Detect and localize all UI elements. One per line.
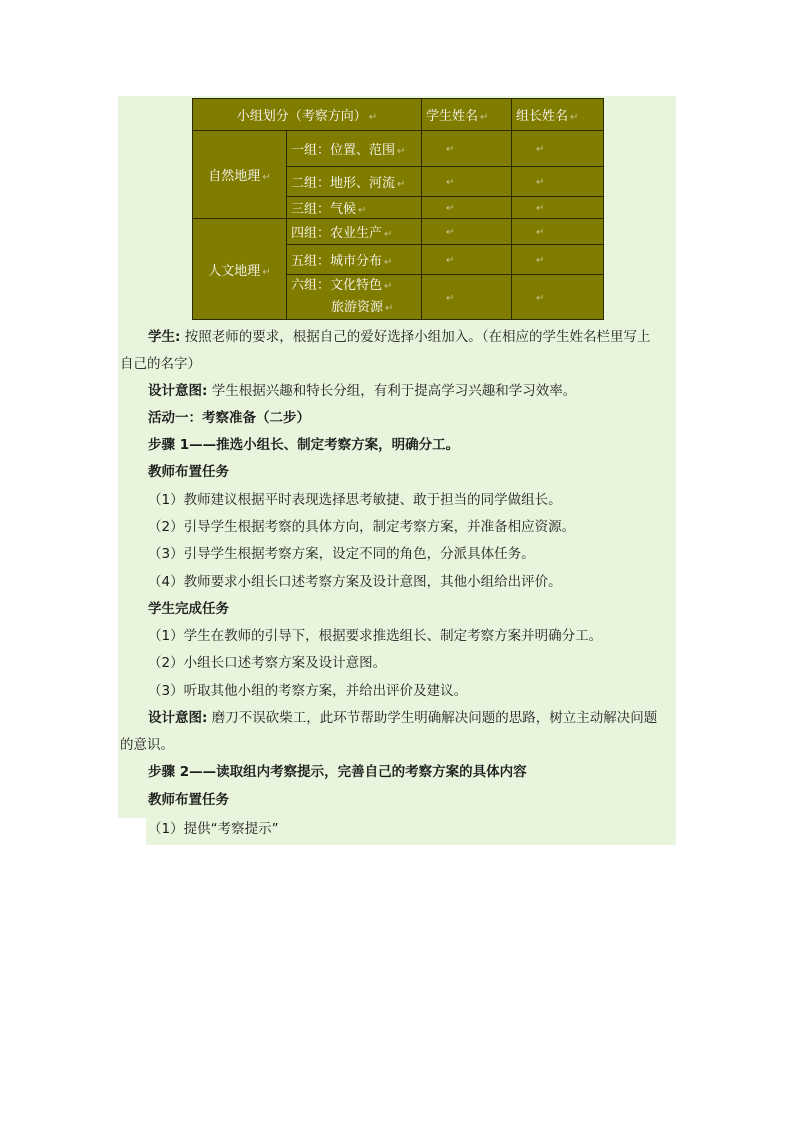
group-cell: 二组：地形、河流 ↵ xyxy=(287,167,422,197)
student-name-cell[interactable]: ↵ xyxy=(422,245,512,275)
group-cell: 五组：城市分布 ↵ xyxy=(287,245,422,275)
teacher-task-heading: 教师布置任务 xyxy=(148,464,229,480)
student-paragraph-cont: 自己的名字） xyxy=(120,356,201,372)
category-physical-geography: 自然地理 ↵ xyxy=(193,131,287,219)
header-leader-name: 组长姓名 ↵ xyxy=(512,99,604,131)
student-name-cell[interactable]: ↵ xyxy=(422,197,512,219)
student-name-cell[interactable]: ↵ xyxy=(422,275,512,320)
list-item: （2）小组长口述考察方案及设计意图。 xyxy=(148,655,387,671)
student-name-cell[interactable]: ↵ xyxy=(422,167,512,197)
table-row xyxy=(193,131,604,167)
teacher-task-heading-2: 教师布置任务 xyxy=(148,792,229,808)
list-item: （1）提供“考察提示” xyxy=(148,821,279,837)
activity-one-heading: 活动一：考察准备（二步） xyxy=(148,410,310,426)
group-cell: 一组：位置、范围 ↵ xyxy=(287,131,422,167)
list-item: （3）引导学生根据考察方案，设定不同的角色，分派具体任务。 xyxy=(148,546,535,562)
leader-name-cell[interactable]: ↵ xyxy=(512,131,604,167)
student-name-cell[interactable]: ↵ xyxy=(422,131,512,167)
group-cell: 四组：农业生产 ↵ xyxy=(287,219,422,245)
group-division-table xyxy=(192,98,604,320)
leader-name-cell[interactable]: ↵ xyxy=(512,275,604,320)
list-item: （3）听取其他小组的考察方案，并给出评价及建议。 xyxy=(148,683,468,699)
student-name-cell[interactable]: ↵ xyxy=(422,219,512,245)
list-item: （1）教师建议根据平时表现选择思考敏捷、敢于担当的同学做组长。 xyxy=(148,492,562,508)
leader-name-cell[interactable]: ↵ xyxy=(512,197,604,219)
header-group-division: 小组划分（考察方向） ↵ xyxy=(193,99,422,131)
design-intent-1: 设计意图: 学生根据兴趣和特长分组，有利于提高学习兴趣和学习效率。 xyxy=(148,383,577,399)
list-item: （2）引导学生根据考察的具体方向，制定考察方案，并准备相应资源。 xyxy=(148,519,576,535)
leader-name-cell[interactable]: ↵ xyxy=(512,167,604,197)
leader-name-cell[interactable]: ↵ xyxy=(512,219,604,245)
design-intent-2-cont: 的意识。 xyxy=(120,737,174,753)
list-item: （4）教师要求小组长口述考察方案及设计意图，其他小组给出评价。 xyxy=(148,574,562,590)
step-one-heading: 步骤 1——推选小组长、制定考察方案，明确分工。 xyxy=(148,437,460,453)
group-cell: 六组：文化特色 ↵ 旅游资源 ↵ xyxy=(287,275,422,320)
design-intent-2: 设计意图: 磨刀不误砍柴工，此环节帮助学生明确解决问题的思路，树立主动解决问题 xyxy=(148,710,658,726)
leader-name-cell[interactable]: ↵ xyxy=(512,245,604,275)
student-task-heading: 学生完成任务 xyxy=(148,601,229,617)
header-student-name: 学生姓名 ↵ xyxy=(422,99,512,131)
student-paragraph: 学生: 按照老师的要求，根据自己的爱好选择小组加入。（在相应的学生姓名栏里写上 xyxy=(148,329,651,345)
table-header-row xyxy=(193,99,604,131)
category-human-geography: 人文地理 ↵ xyxy=(193,219,287,320)
step-two-heading: 步骤 2——读取组内考察提示，完善自己的考察方案的具体内容 xyxy=(148,764,527,780)
table-row xyxy=(193,219,604,245)
group-cell: 三组：气候 ↵ xyxy=(287,197,422,219)
list-item: （1）学生在教师的引导下，根据要求推选组长、制定考察方案并明确分工。 xyxy=(148,628,603,644)
